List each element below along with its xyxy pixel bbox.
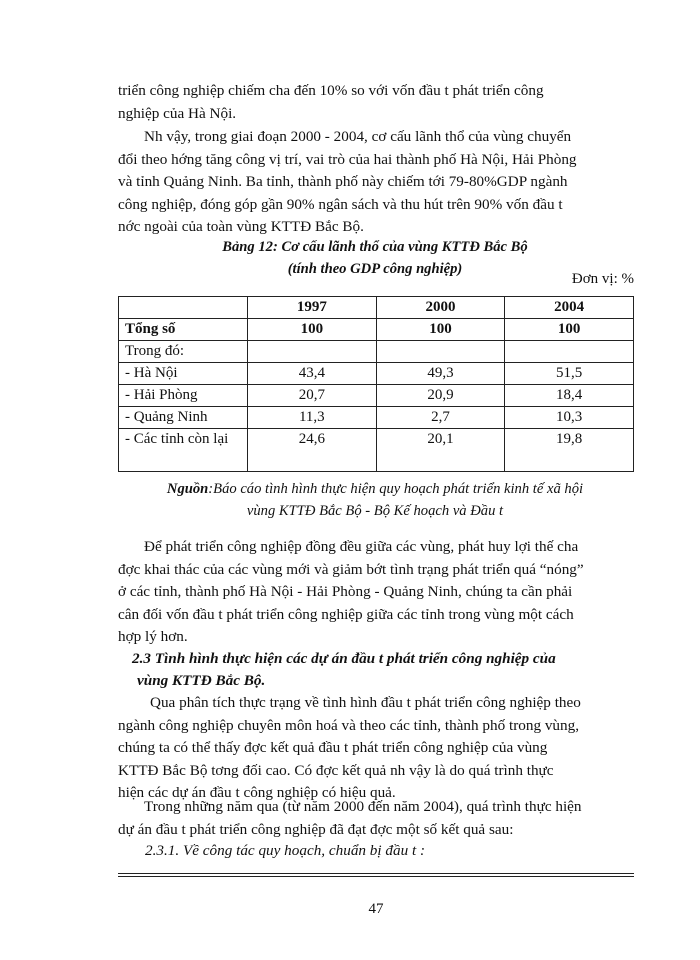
row-label: - Hà Nội [119, 363, 248, 385]
cell: 19,8 [505, 429, 634, 472]
text-line: cân đối vốn đầu t phát triển công nghiệp giữa các tỉnh trong vùng một cách [118, 605, 574, 623]
cell: 100 [248, 319, 377, 341]
text-line: Trong những năm qua (từ năm 2000 đến năm 2004), quá trình thực hiện [144, 798, 582, 815]
footer-rule [118, 873, 634, 874]
source-line-2: vùng KTTĐ Bắc Bộ - Bộ Kế hoạch và Đầu t [246, 503, 504, 519]
table-row [119, 429, 634, 472]
text-line: Để phát triển công nghiệp đồng đều giữa các vùng, phát huy lợi thế cha [144, 538, 579, 555]
paragraph-intro [118, 80, 632, 125]
footer-rule [118, 876, 634, 877]
cell: 20,9 [376, 385, 505, 407]
section-heading: 2.3 Tình hình thực hiện các dự án đầu t phát triển công nghiệp của [132, 650, 556, 667]
text-line: dự án đầu t phát triển công nghiệp đã đạt đợc một số kết quả sau: [118, 820, 514, 838]
text-line: và tỉnh Quảng Ninh. Ba tỉnh, thành phố này chiếm tới 79-80%GDP ngành [118, 173, 568, 190]
cell: 20,7 [248, 385, 377, 407]
text-line: công nghiệp, đóng góp gần 90% ngân sách và thu hút trên 90% vốn đầu t [118, 195, 563, 213]
header-cell: 2004 [505, 297, 634, 319]
table-row [119, 319, 634, 341]
text-line: đổi theo hớng tăng công vị trí, vai trò của hai thành phố Hà Nội, Hải Phòng [118, 150, 577, 168]
data-table [118, 296, 634, 472]
unit-label: Đơn vị: % [571, 271, 634, 287]
text-line: hiện các dự án đầu t công nghiệp có hiệu quả. [118, 784, 396, 801]
paragraph-balance [118, 536, 632, 649]
cell [248, 341, 377, 363]
section-heading-cont: vùng KTTĐ Bắc Bộ. [137, 672, 266, 689]
text-line: chúng ta có thể thấy đợc kết quả đầu t phát triển công nghiệp của vùng [118, 739, 548, 756]
cell: 49,3 [376, 363, 505, 385]
table-row [119, 385, 634, 407]
text-line: hợp lý hơn. [118, 628, 188, 645]
cell: 10,3 [505, 407, 634, 429]
cell: 100 [376, 319, 505, 341]
page-number: 47 [368, 901, 384, 917]
cell: 24,6 [248, 429, 377, 472]
paragraph-summary [118, 126, 632, 239]
text-line: KTTĐ Bắc Bộ tơng đối cao. Có đợc kết quả nh vậy là do quá trình thực [118, 761, 554, 779]
table-header-row [119, 297, 634, 319]
text-line: đợc khai thác của các vùng mới và giảm bớt tình trạng phát triển quá “nóng” [118, 560, 584, 578]
cell: 100 [505, 319, 634, 341]
cell: 43,4 [248, 363, 377, 385]
table-title: Bảng 12: Cơ cấu lãnh thổ của vùng KTTĐ Bắc Bộ [222, 239, 528, 255]
text-line: ngành công nghiệp chuyên môn hoá và theo các tỉnh, thành phố trong vùng, [118, 716, 580, 734]
cell: 18,4 [505, 385, 634, 407]
cell [376, 341, 505, 363]
text-line: Nh vậy, trong giai đoạn 2000 - 2004, cơ cấu lãnh thổ của vùng chuyển [144, 128, 572, 145]
cell [505, 341, 634, 363]
source-label: Nguồn [166, 481, 209, 497]
table-row [119, 363, 634, 385]
text-line: nớc ngoài của toàn vùng KTTĐ Bắc Bộ. [118, 218, 364, 235]
header-cell: 2000 [376, 297, 505, 319]
row-label: Trong đó: [119, 341, 248, 363]
row-label: - Các tỉnh còn lại [119, 429, 248, 472]
source-text: :Báo cáo tình hình thực hiện quy hoạch phát triển kinh tế xã hội [208, 481, 584, 497]
table-row [119, 407, 634, 429]
paragraph-analysis [118, 692, 632, 805]
header-cell: 1997 [248, 297, 377, 319]
table-subtitle: (tính theo GDP công nghiệp) [287, 261, 463, 277]
row-label: Tổng số [119, 319, 248, 341]
source-line-1 [118, 478, 632, 500]
row-label: - Hải Phòng [119, 385, 248, 407]
paragraph-results [118, 796, 632, 841]
cell: 51,5 [505, 363, 634, 385]
text-line: Qua phân tích thực trạng về tình hình đầu t phát triển công nghiệp theo [150, 694, 581, 711]
cell: 20,1 [376, 429, 505, 472]
text-line: triển công nghiệp chiếm cha đến 10% so với vốn đầu t phát triển công [118, 82, 544, 99]
cell: 2,7 [376, 407, 505, 429]
text-line: nghiệp của Hà Nội. [118, 104, 237, 122]
subsection-heading: 2.3.1. Về công tác quy hoạch, chuẩn bị đầu t : [145, 842, 426, 859]
table-row [119, 341, 634, 363]
row-label: - Quảng Ninh [119, 407, 248, 429]
cell: 11,3 [248, 407, 377, 429]
header-cell [119, 297, 248, 319]
text-line: ở các tỉnh, thành phố Hà Nội - Hải Phòng - Quảng Ninh, chúng ta cần phải [118, 583, 573, 600]
